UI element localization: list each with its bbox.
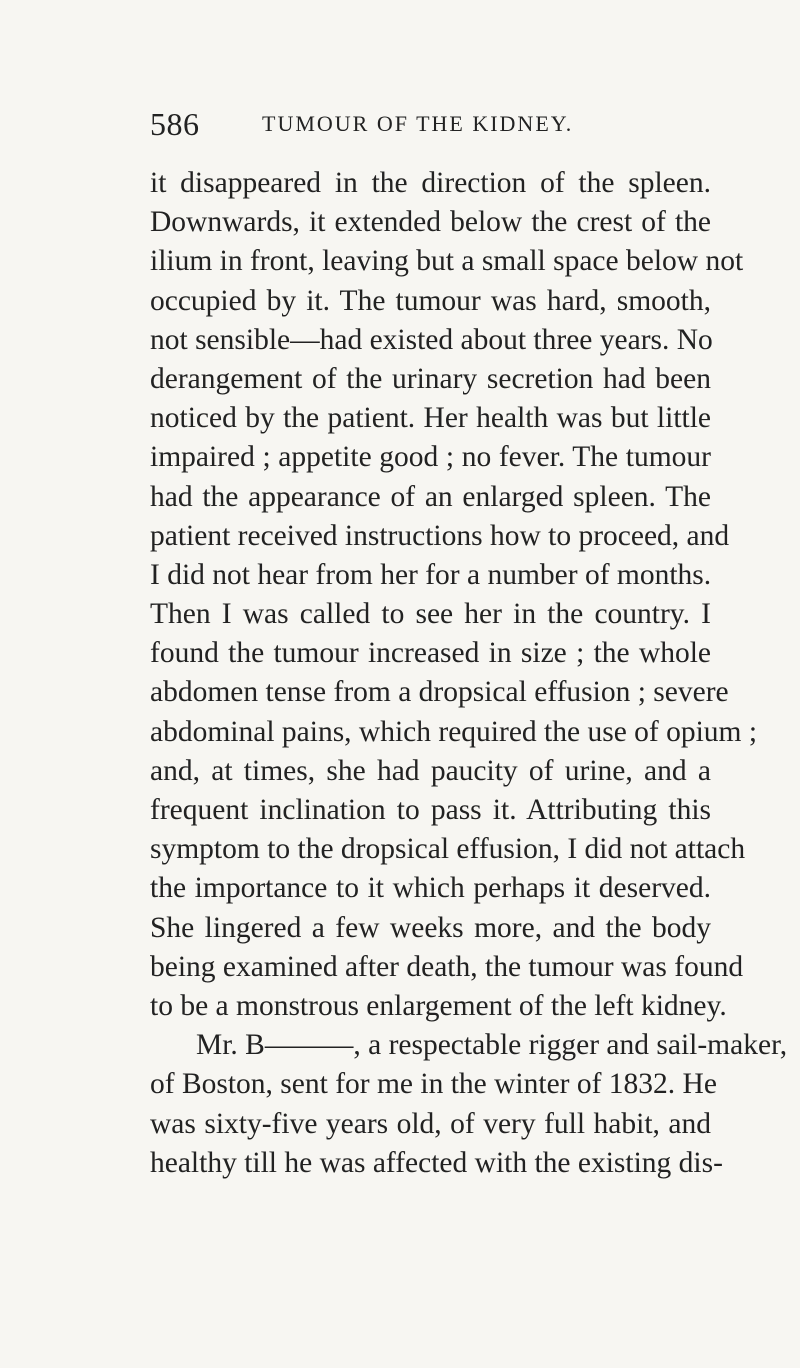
text-line: frequent inclination to pass it. Attributing this xyxy=(150,794,711,826)
text-line: occupied by it. The tumour was hard, smooth, xyxy=(150,284,711,317)
text-line: symptom to the dropsical effusion, I did not attach xyxy=(150,833,746,866)
text-line: healthy till he was affected with the existing dis- xyxy=(150,1146,723,1179)
text-line: found the tumour increased in size ; the whole xyxy=(150,637,711,670)
text-line: abdominal pains, which required the use of opium ; xyxy=(150,715,758,748)
text-line: abdomen tense from a dropsical effusion ; severe xyxy=(150,676,729,709)
text-line: had the appearance of an enlarged spleen. The xyxy=(150,480,711,513)
text-line: the importance to it which perhaps it deserved. xyxy=(150,872,711,905)
text-line: was sixty-five years old, of very full habit, and xyxy=(150,1107,711,1140)
text-line: it disappeared in the direction of the spleen. xyxy=(150,167,711,199)
text-line: noticed by the patient. Her health was but little xyxy=(150,402,711,435)
text-line: not sensible—had existed about three years. No xyxy=(150,323,713,356)
text-line: I did not hear from her for a number of months. xyxy=(150,558,712,591)
text-line: Then I was called to see her in the country. I xyxy=(150,598,711,631)
text-line: impaired ; appetite good ; no fever. The tumour xyxy=(150,441,711,474)
running-head xyxy=(150,104,710,144)
running-title: TUMOUR OF THE KIDNEY. xyxy=(262,111,574,136)
text-line: derangement of the urinary secretion had been xyxy=(150,362,711,395)
text-line: to be a monstrous enlargement of the left kidney. xyxy=(150,989,727,1022)
text-line: being examined after death, the tumour was found xyxy=(150,950,744,983)
text-line: ilium in front, leaving but a small space below not xyxy=(150,245,744,278)
body-text xyxy=(150,164,788,1183)
text-line: of Boston, sent for me in the winter of 1832. He xyxy=(150,1068,717,1101)
text-line: Downwards, it extended below the crest of the xyxy=(150,206,711,239)
text-line: and, at times, she had paucity of urine, and a xyxy=(150,754,711,787)
page-number: 586 xyxy=(150,106,200,142)
text-line: Mr. B———, a respectable rigger and sail-maker, xyxy=(196,1029,788,1062)
text-line: patient received instructions how to proceed, and xyxy=(150,519,730,552)
text-line: She lingered a few weeks more, and the body xyxy=(150,911,711,944)
